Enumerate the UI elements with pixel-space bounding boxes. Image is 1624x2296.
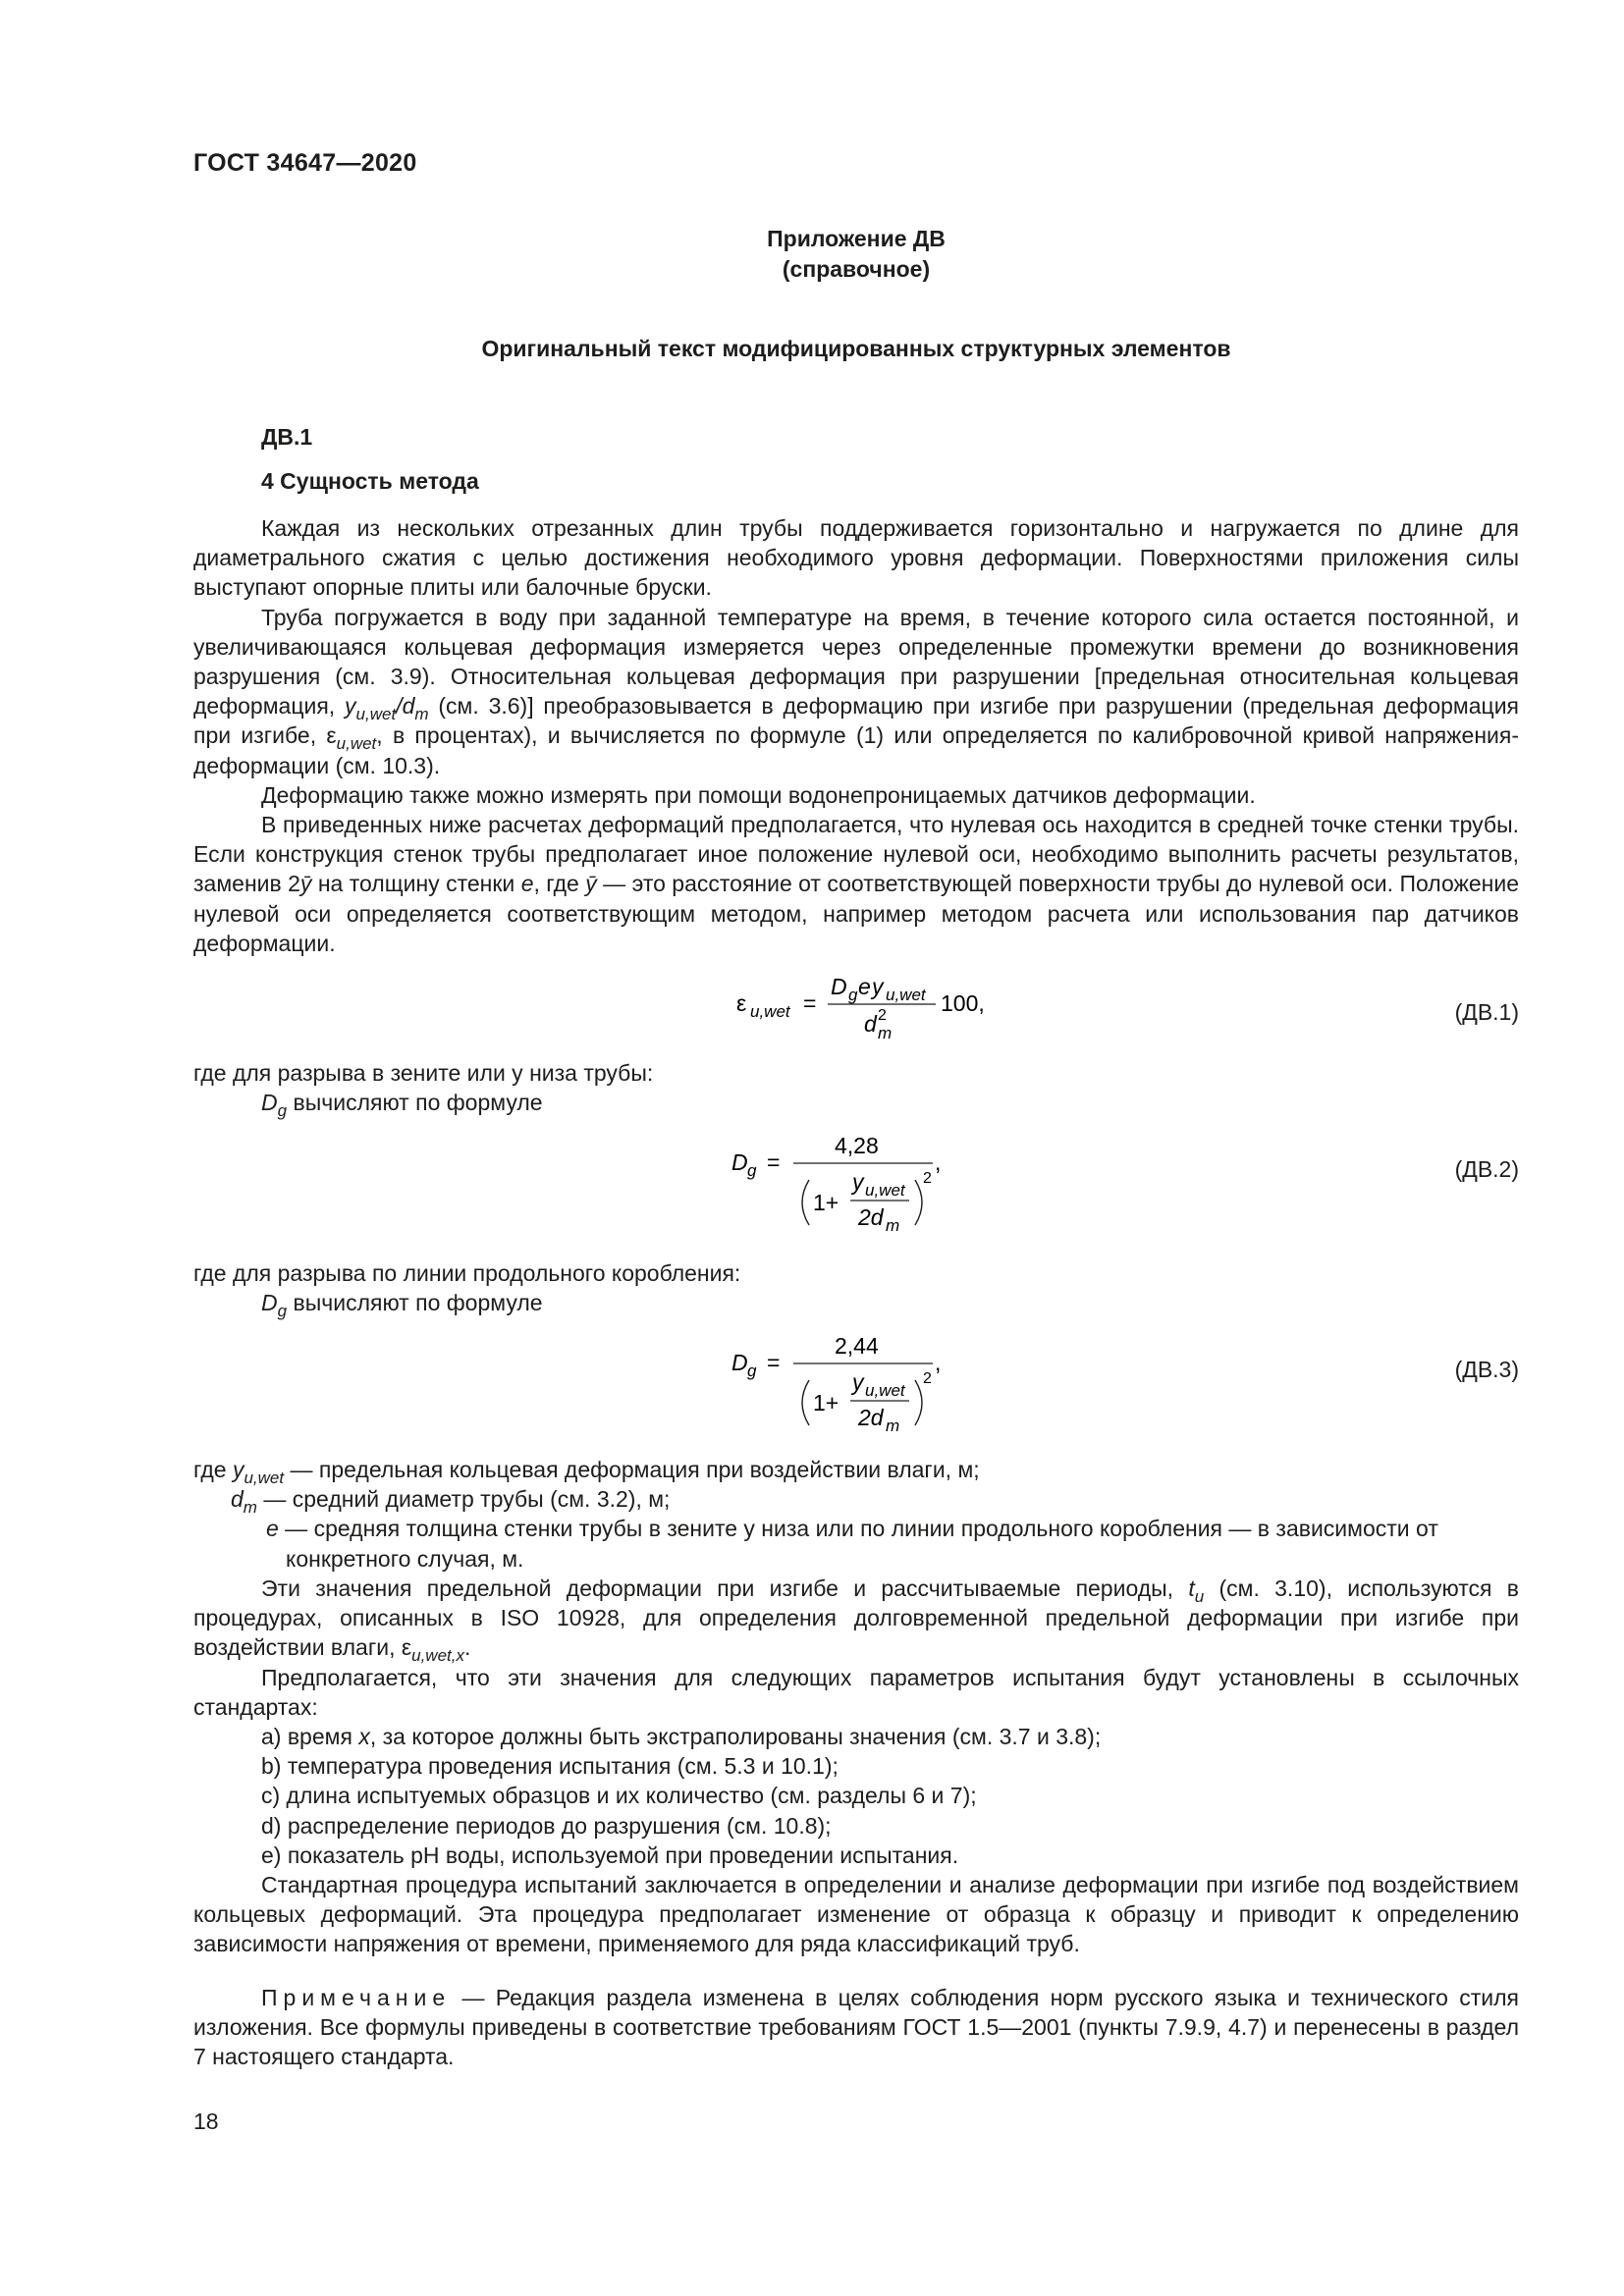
list-item: e) показатель pH воды, используемой при проведении испытания. — [261, 1842, 959, 1868]
annex-kind: (справочное) — [782, 256, 931, 282]
paragraph: Предполагается, что эти значения для следующих параметров испытания будут установлены в ссылочных стандартах: — [193, 1664, 1519, 1720]
paragraph: $D_g$ вычисляют по формуле — [261, 1290, 543, 1321]
paragraph: где для разрыва по линии продольного коробления: — [193, 1260, 741, 1286]
definition-d: $d_m$ — средний диаметр трубы (см. 3.2), м; — [231, 1486, 671, 1518]
svg-text:g: g — [747, 1362, 757, 1380]
paragraph: Эти значения предельной деформации при изгибе и рассчитываемые периоды, $t_u$ (см. 3.10), используются в процедурах, описанных в ISO 10928, для определения долговременной предельной деформации при изгибе при воздействии влаги, $\varepsilon_{u,wet,x}$. — [193, 1575, 1519, 1666]
paragraph: где для разрыва в зените или у низа трубы: — [193, 1060, 654, 1086]
paragraph: Каждая из нескольких отрезанных длин трубы поддерживается горизонтально и нагружается по длине для диаметрального сжатия с целью достижения необходимого уровня деформации. Поверхностями приложения силы выступают опорные плиты или балочные бруски. — [193, 515, 1519, 601]
section-number: ДВ.1 — [261, 424, 313, 450]
formula-dv3 — [727, 1309, 982, 1437]
svg-text:g: g — [848, 986, 858, 1004]
svg-text:100,: 100, — [941, 990, 985, 1016]
paragraph: В приведенных ниже расчетах деформаций предполагается, что нулевая ось находится в средней точке стенки трубы. Если конструкция стенок трубы предполагает иное положение нулевой оси, необходимо выполнить расчеты результатов, заменив 2ȳ на толщину стенки e, где ȳ — это расстояние от соответствующей поверхности трубы до нулевой оси. Положение нулевой оси определяется соответствующим методом, например методом расчета или использования пар датчиков деформации. — [193, 812, 1519, 956]
symbol-definitions — [193, 1455, 1519, 1574]
svg-text:D: D — [731, 1149, 748, 1175]
definition-e: e — средняя толщина стенки трубы в зените у низа или по линии продольного коробления — в зависимости от конкретного случая, м. — [266, 1516, 1438, 1572]
svg-text:D: D — [831, 974, 847, 999]
svg-text:y: y — [852, 1369, 864, 1395]
svg-text:ε: ε — [736, 990, 747, 1016]
svg-text:m: m — [886, 1416, 900, 1435]
page-number: 18 — [193, 2109, 219, 2134]
paragraph: Труба погружается в воду при заданной температуре на время, в течение которого сила остается постоянной, и увеличивающаяся кольцевая деформация измеряется через определенные промежутки времени до возникновения разрушения (см. 3.9). Относительная кольцевая деформация при разрушении [предельная относительная кольцевая деформация, $y_{u,wet}/d_m$ (см. 3.6)] преобразовывается в деформацию при изгибе при разрушении (предельная деформация при изгибе, $\varepsilon_{u,wet}$, в процентах), и вычисляется по формуле (1) или определяется по калибровочной кривой напряжения-деформации (см. 10.3). — [193, 604, 1519, 778]
paragraph: $D_g$ вычисляют по формуле — [261, 1090, 543, 1121]
svg-text:g: g — [747, 1161, 757, 1180]
section-title: 4 Сущность метода — [261, 468, 479, 494]
svg-text:,: , — [935, 1350, 942, 1375]
note-label: Примечание — [261, 1985, 452, 2010]
svg-text:u,wet: u,wet — [750, 1002, 790, 1021]
list-item: c) длина испытуемых образцов и их количество (см. разделы 6 и 7); — [261, 1783, 977, 1809]
svg-text:2: 2 — [923, 1170, 932, 1187]
annex-title: Приложение ДВ — [767, 226, 946, 251]
formula-label: (ДВ.3) — [1454, 1357, 1519, 1382]
svg-text:2,44: 2,44 — [835, 1333, 879, 1359]
svg-text:u,wet: u,wet — [886, 986, 926, 1004]
annex-heading: Оригинальный текст модифицированных структурных элементов — [481, 336, 1231, 361]
svg-text:2: 2 — [923, 1370, 932, 1387]
svg-text:d: d — [864, 1011, 877, 1037]
formula-label: (ДВ.1) — [1454, 999, 1519, 1025]
svg-text:=: = — [803, 990, 817, 1016]
svg-text:=: = — [767, 1350, 781, 1375]
svg-text:m: m — [886, 1216, 900, 1235]
svg-text:y: y — [852, 1169, 864, 1195]
formula-dv1 — [727, 967, 1021, 1045]
list-item: b) температура проведения испытания (см. 5.3 и 10.1); — [261, 1753, 839, 1780]
note-paragraph: Примечание — Редакция раздела изменена в целях соблюдения норм русского языка и технического стиля изложения. Все формулы приведены в соответствие требованиям ГОСТ 1.5—2001 (пункты 7.9.9, 4.7) и перенесены в раздел 7 настоящего стандарта. — [193, 1985, 1519, 2070]
svg-text:m: m — [878, 1024, 893, 1042]
svg-text:2d: 2d — [858, 1204, 884, 1230]
svg-text:,: , — [935, 1149, 942, 1175]
document-header: ГОСТ 34647—2020 — [193, 149, 417, 177]
formula-dv2 — [727, 1109, 982, 1237]
list-item: d) распределение периодов до разрушения (см. 10.8); — [261, 1812, 832, 1839]
note — [193, 1983, 1519, 2072]
body-text — [193, 513, 1519, 958]
svg-text:y: y — [872, 974, 884, 999]
svg-text:u,wet: u,wet — [865, 1181, 905, 1200]
svg-text:1+: 1+ — [813, 1190, 839, 1215]
list-item: a) время x, за которое должны быть экстраполированы значения (см. 3.7 и 3.8); — [261, 1724, 1102, 1750]
paragraph: Деформацию также можно измерять при помощи водонепроницаемых датчиков деформации. — [261, 781, 1256, 808]
svg-text:=: = — [767, 1149, 781, 1175]
definition-y: где $y_{u,wet}$ — предельная кольцевая деформация при воздействии влаги, м; — [193, 1457, 980, 1487]
svg-text:u,wet: u,wet — [865, 1381, 905, 1400]
formula-label: (ДВ.2) — [1454, 1156, 1519, 1182]
svg-text:2: 2 — [878, 1007, 887, 1024]
svg-text:2d: 2d — [858, 1405, 884, 1430]
svg-text:4,28: 4,28 — [835, 1133, 879, 1158]
svg-text:D: D — [731, 1350, 748, 1375]
svg-text:1+: 1+ — [813, 1390, 839, 1415]
paragraph: Стандартная процедура испытаний заключается в определении и анализе деформации при изгибе под воздействием кольцевых деформаций. Эта процедура предполагает изменение от образца к образцу и приводит к определению зависимости напряжения от времени, применяемого для ряда классификаций труб. — [193, 1872, 1519, 1957]
body-text — [193, 1574, 1519, 1959]
svg-text:e: e — [858, 974, 871, 999]
